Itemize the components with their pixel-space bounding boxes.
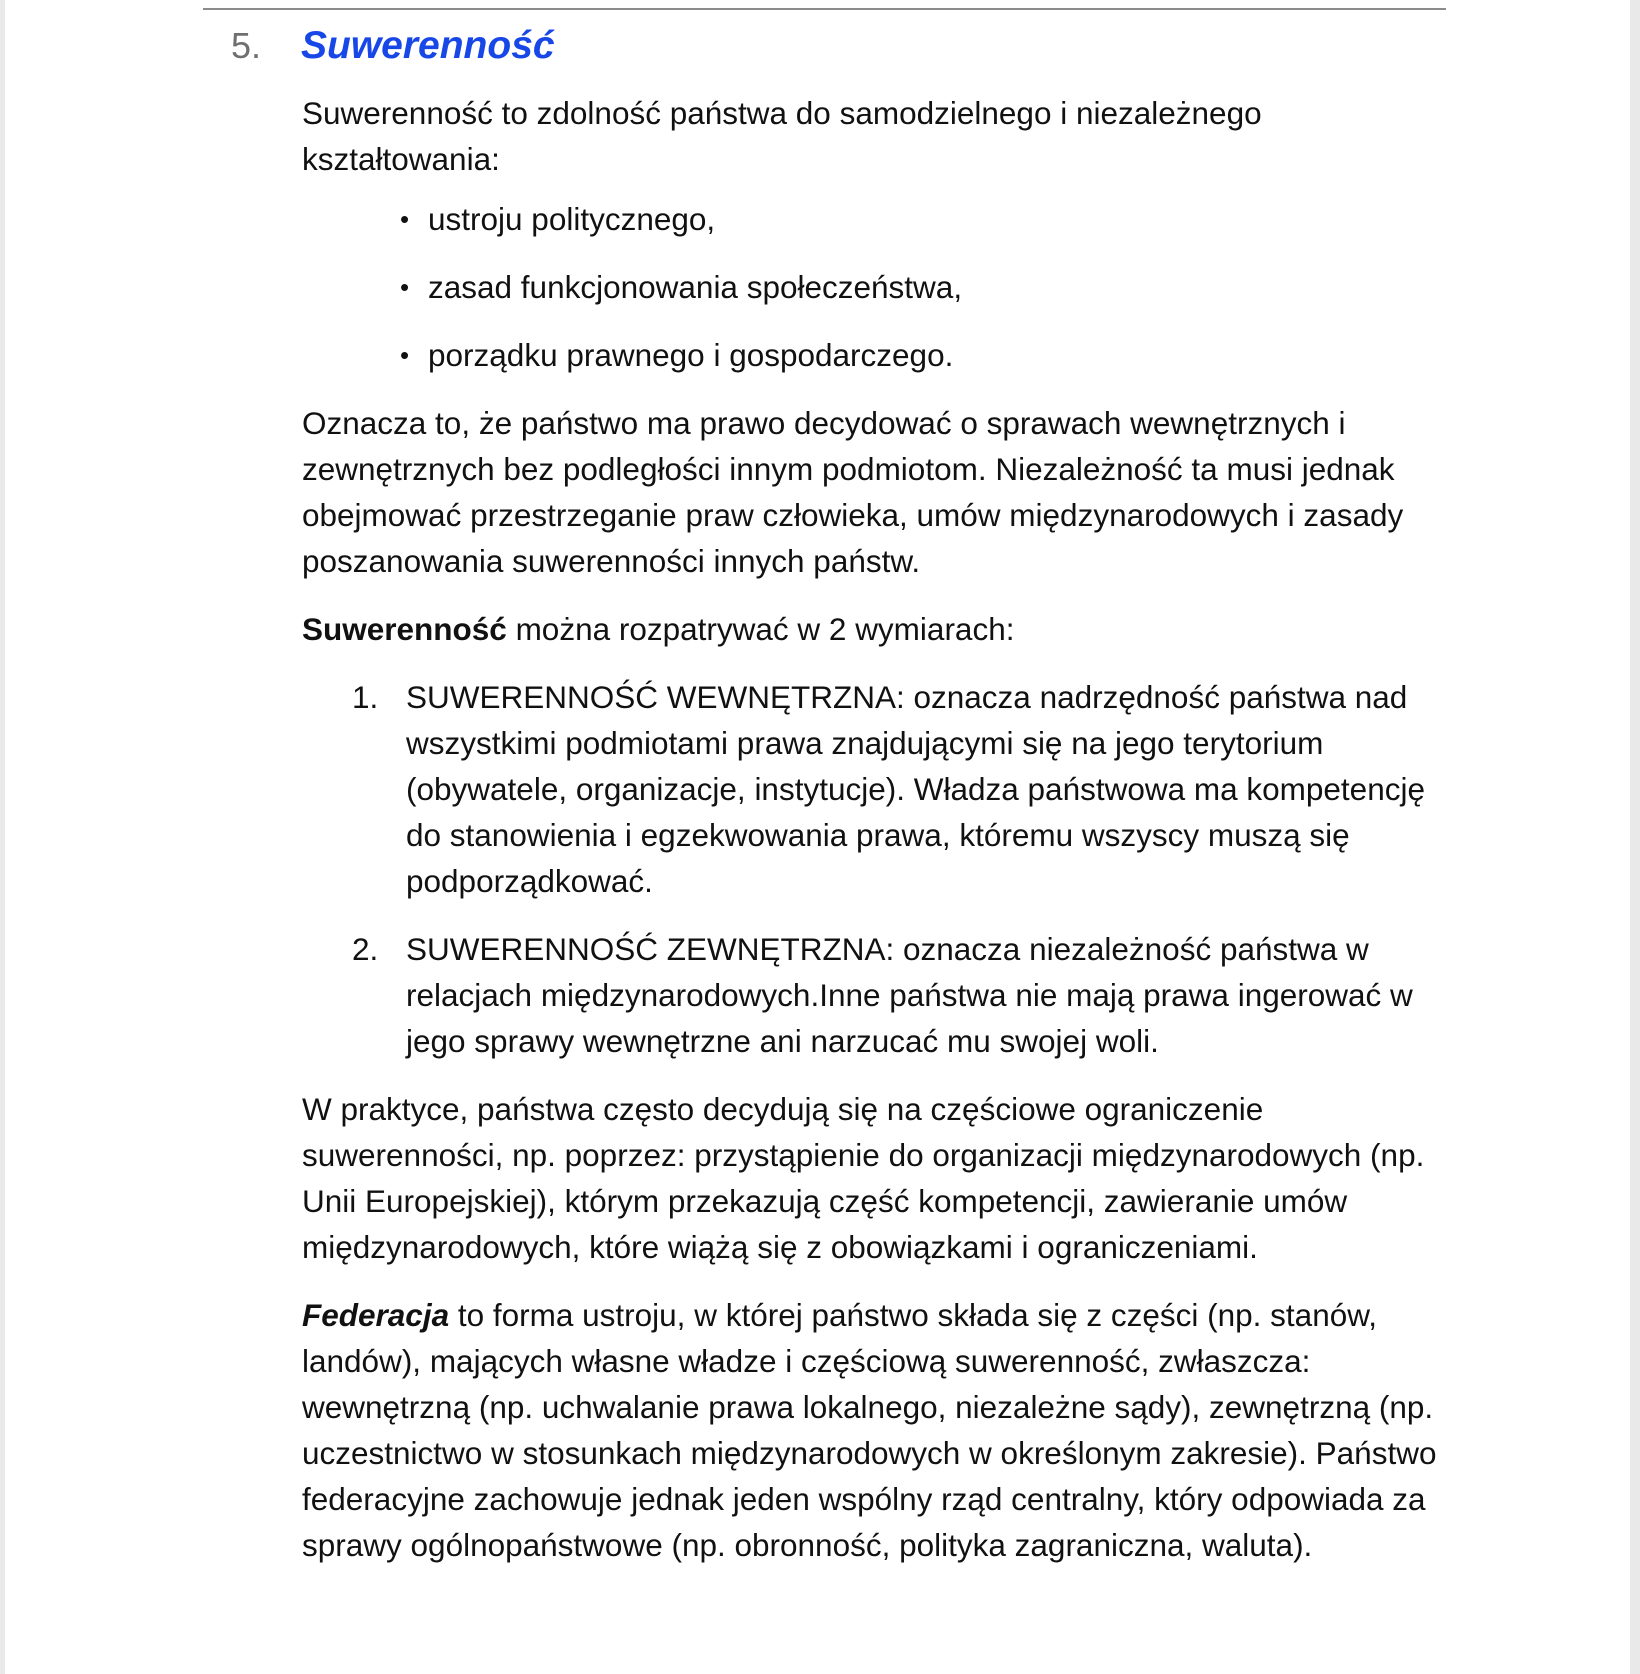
section-content (302, 90, 1452, 1568)
section-heading (231, 18, 555, 74)
list-item-text: porządku prawnego i gospodarczego. (428, 337, 954, 373)
bullet-list (302, 196, 1452, 378)
list-item-text: zasad funkcjonowania społeczeństwa, (428, 269, 963, 305)
list-number: 2. (352, 931, 379, 967)
federation-paragraph (302, 1292, 1452, 1568)
meaning-paragraph: Oznacza to, że państwo ma prawo decydować o sprawach wewnętrznych i zewnętrznych bez podległości innym podmiotom. Niezależność ta musi jednak obejmować przestrzeganie praw człowieka, umów międzynarodowych i zasady poszanowania suwerenności innych państw. (302, 405, 1404, 579)
list-item (302, 332, 1452, 378)
list-item (302, 264, 1452, 310)
section-title: Suwerenność (301, 24, 555, 67)
list-item-text: SUWERENNOŚĆ WEWNĘTRZNA: oznacza nadrzędność państwa nad wszystkimi podmiotami prawa znajdującymi się na jego terytorium (obywatele, organizacje, instytucje). Władza państwowa ma kompetencję do stanowienia i egzekwowania prawa, któremu wszyscy muszą się podporządkować. (406, 679, 1425, 899)
document-page (5, 0, 1630, 1674)
dimensions-intro-text: można rozpatrywać w 2 wymiarach: (506, 611, 1015, 647)
section-number: 5. (231, 25, 262, 66)
dimensions-intro-paragraph (302, 606, 1452, 652)
section-divider (203, 8, 1446, 10)
bullet-marker: • (400, 204, 410, 234)
bullet-marker: • (400, 272, 410, 302)
intro-paragraph: Suwerenność to zdolność państwa do samodzielnego i niezależnego kształtowania: (302, 95, 1262, 177)
practice-paragraph: W praktyce, państwa często decydują się na częściowe ograniczenie suwerenności, np. poprzez: przystąpienie do organizacji międzynarodowych (np. Unii Europejskiej), którym przekazują część kompetencji, zawieranie umów międzynarodowych, które wiążą się z obowiązkami i ograniczeniami. (302, 1091, 1425, 1265)
federation-text: to forma ustroju, w której państwo składa się z części (np. stanów, landów), mających własne władze i częściową suwerenność, zwłaszcza: wewnętrzną (np. uchwalanie prawa lokalnego, niezależne sądy), zewnętrzną (np. uczestnictwo w stosunkach międzynarodowych w określonym zakresie). Państwo federacyjne zachowuje jednak jeden wspólny rząd centralny, który odpowiada za sprawy ogólnopaństwowe (np. obronność, polityka zagraniczna, waluta). (302, 1297, 1437, 1563)
list-item (302, 196, 1452, 242)
list-item-text: ustroju politycznego, (428, 201, 716, 237)
list-number: 1. (352, 679, 379, 715)
list-item (302, 926, 1452, 1064)
list-item (302, 674, 1452, 904)
bold-term: Suwerenność (302, 611, 507, 647)
dimensions-list (302, 674, 1452, 1064)
bullet-marker: • (400, 340, 410, 370)
bold-italic-term: Federacja (302, 1297, 450, 1333)
list-item-text: SUWERENNOŚĆ ZEWNĘTRZNA: oznacza niezależność państwa w relacjach międzynarodowych.Inne państwa nie mają prawa ingerować w jego sprawy wewnętrzne ani narzucać mu swojej woli. (406, 931, 1413, 1059)
